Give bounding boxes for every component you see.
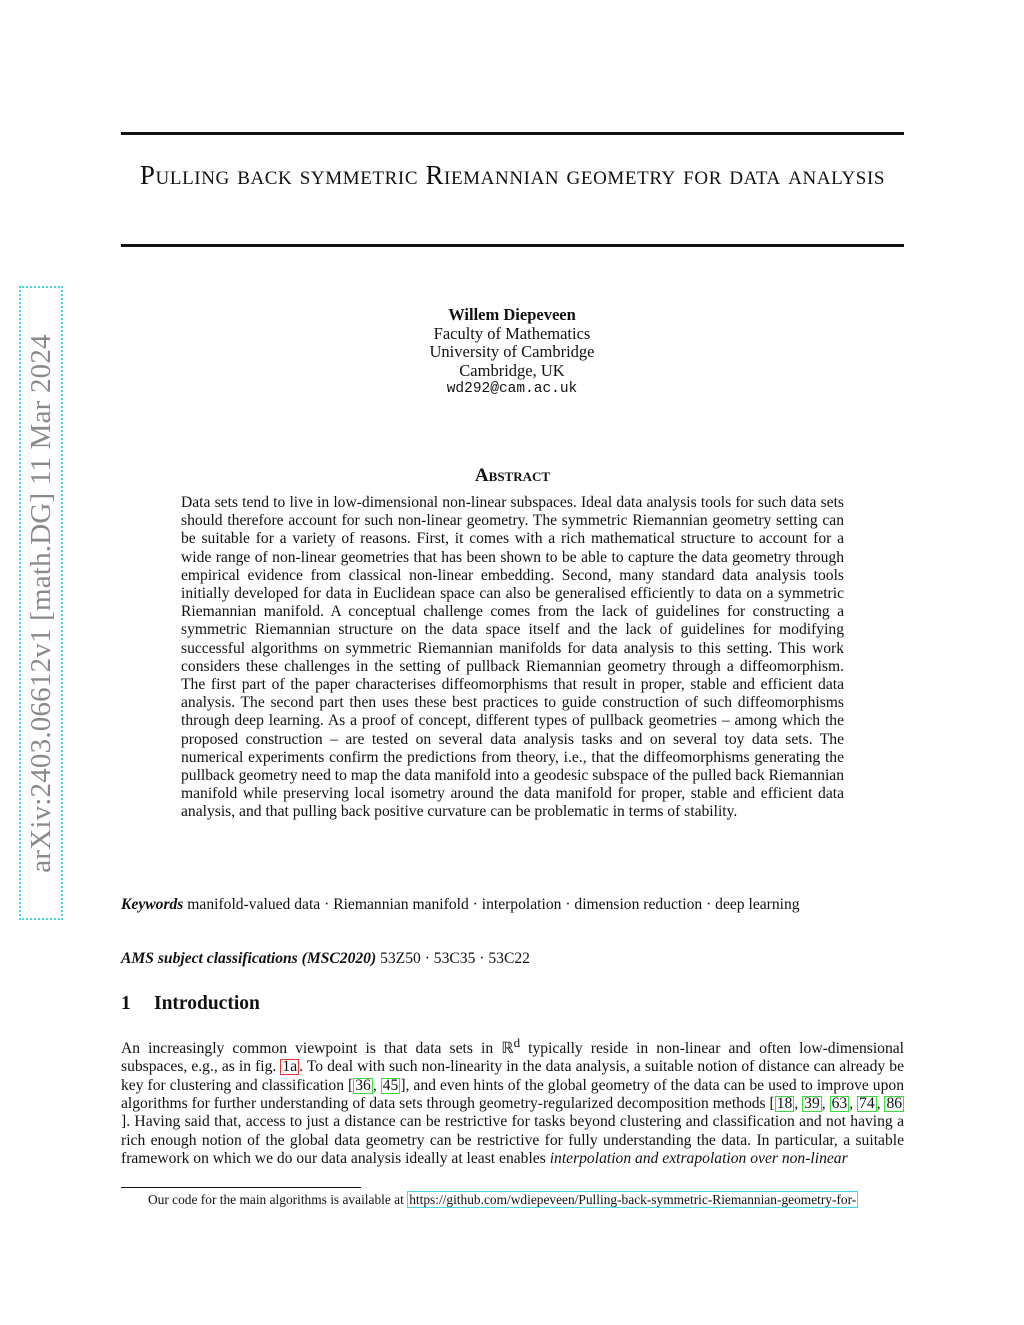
keywords-label: Keywords (121, 896, 184, 913)
citation-separator: , (372, 1076, 381, 1094)
author-affiliation-2: University of Cambridge (429, 342, 595, 361)
intro-sup: d (513, 1035, 521, 1050)
ams-classification (121, 950, 904, 968)
title-rule-top (121, 132, 904, 135)
citation-separator: , (849, 1095, 858, 1113)
section-title: Introduction (154, 993, 260, 1014)
citation-link[interactable]: 45 (382, 1076, 399, 1094)
author-location: Cambridge, UK (459, 360, 565, 380)
ams-label: AMS subject classifications (MSC2020) (121, 950, 377, 967)
ams-text: 53Z50 · 53C35 · 53C22 (380, 950, 530, 967)
citation-link[interactable]: 86 (886, 1095, 903, 1113)
keywords-text: manifold-valued data · Riemannian manifold · interpolation · dimension reduction · deep learning (187, 896, 800, 913)
arxiv-stamp-text: arXiv:2403.06612v1 [math.DG] 11 Mar 2024 (24, 333, 57, 873)
paper-title: Pulling back symmetric Riemannian geometry for data analysis (139, 160, 886, 190)
section-heading (121, 993, 904, 1015)
citation-link[interactable]: 39 (804, 1095, 820, 1113)
intro-text-1: An increasingly common viewpoint is that data sets in ℝ (121, 1040, 514, 1058)
citation-separator: , (876, 1095, 885, 1113)
abstract-text: Data sets tend to live in low-dimensional non-linear subspaces. Ideal data analysis tools for such data sets should therefore account for such non-linear geometry. The symmetric Riemannian geometry setting can be suitable for a variety of reasons. First, it comes with a rich mathematical structure to account for a wide range of non-linear geometries that has been shown to be able to capture the data geometry through empirical evidence from classical non-linear embedding. Second, many standard data analysis tools initially developed for data in Euclidean space can also be generalised efficiently to data on a symmetric Riemannian manifold. A conceptual challenge comes from the lack of guidelines for constructing a symmetric Riemannian structure on the data space itself and the lack of guidelines for modifying successful algorithms on symmetric Riemannian manifolds for data analysis to this setting. This work considers these challenges in the setting of pullback Riemannian geometry through a diffeomorphism. The first part of the paper characterises diffeomorphisms that result in proper, stable and efficient data analysis. The second part then uses these best practices to guide construction of such diffeomorphisms through deep learning. As a proof of concept, different types of pullback geometries – among which the proposed construction – are tested on several data analysis tasks and on several toy data sets. The numerical experiments confirm the predictions from theory, i.e., that the diffeomorphisms generating the pullback geometry need to map the data manifold into a geodesic subspace of the pulled back Riemannian manifold while preserving local isometry around the data manifold for proper, stable and efficient data analysis, and that pulling back positive curvature can be problematic in terms of stability. (181, 494, 844, 821)
keywords (121, 896, 904, 914)
intro-text-3: . To deal with such non-linearity in the data analysis, a suitable notion of distance can already be key for clustering and classification [ (121, 1058, 904, 1094)
author-block (312, 306, 712, 399)
intro-paragraph (121, 1034, 904, 1168)
author-name: Willem Diepeveen (448, 305, 576, 324)
title-rule-bottom (121, 244, 904, 247)
citation-separator: , (821, 1095, 830, 1113)
intro-emphasis: interpolation and extrapolation over non-linear (549, 1149, 848, 1167)
code-repository-link[interactable]: https://github.com/wdiepeveen/Pulling-back-symmetric-Riemannian-geometry-for- (409, 1192, 857, 1207)
footnote-rule (121, 1187, 361, 1188)
section-number: 1 (121, 993, 131, 1014)
citation-link[interactable]: 36 (355, 1076, 371, 1094)
footnote (148, 1191, 1024, 1208)
footnote-text: Our code for the main algorithms is available at (148, 1192, 408, 1207)
citation-link[interactable]: 18 (776, 1095, 793, 1113)
figure-reference-link[interactable]: 1a (282, 1058, 298, 1076)
intro-text-2: typically reside in non-linear and often low-dimensional subspaces, e.g., as in fig. (121, 1040, 904, 1076)
abstract-heading: Abstract (474, 465, 551, 486)
intro-text-4: ], and even hints of the global geometry of the data can be used to improve upon algorithms for further understanding of data sets through geometry-regularized decomposition methods [ (121, 1076, 904, 1113)
citation-link[interactable]: 74 (859, 1095, 875, 1113)
author-email: wd292@cam.ac.uk (446, 381, 578, 397)
author-affiliation-1: Faculty of Mathematics (433, 323, 591, 343)
citation-link[interactable]: 63 (831, 1095, 848, 1113)
arxiv-stamp[interactable] (19, 286, 63, 920)
citation-separator: , (794, 1095, 803, 1113)
intro-text-5: ]. Having said that, access to just a distance can be restrictive for tasks beyond clustering and classification and not having a rich enough notion of the global data geometry can be restrictive for fully understanding the data. In particular, a suitable framework on which we do our data analysis ideally at least enables (121, 1113, 904, 1167)
